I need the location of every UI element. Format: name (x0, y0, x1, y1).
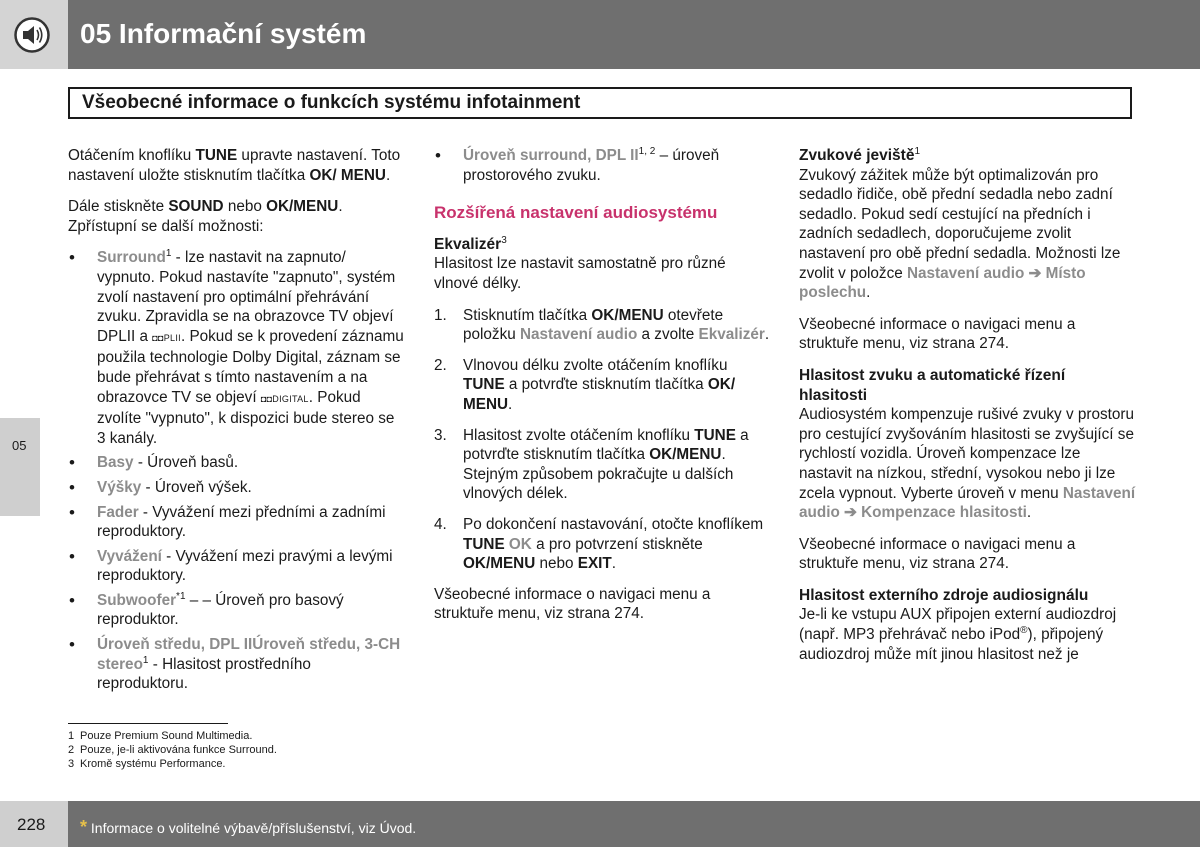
list-item-basy: • Basy - Úroveň basů. (68, 453, 404, 473)
side-tab-label: 05 (12, 438, 27, 453)
subheading-ekvalizer: Ekvalizér$^3$ (434, 234, 507, 253)
column-1 (68, 146, 404, 699)
heading-externi-zdroj: Hlasitost externího zdroje audiosignálu (799, 586, 1089, 604)
list-item-surround: • Surround$^1$ - lze nastavit na zapnuto/ vypnuto. Pokud nastavíte "zapnuto", systém zvolí nastavení pro optimální přehrávání zvuku. Zpravidla se na obrazovce TV objeví DPLII a ◘◘PLII. Pokud se k provedení záznamu použila technologie Dolby Digital, záznam se bude přehrávat s tímto nastavením a na obrazovce TV se objeví ◘◘DIGITAL. Pokud zvolíte "vypnuto", k dispozici bude stereo se 3 kanály. (68, 248, 404, 448)
section-title-box (68, 87, 1132, 119)
paragraph-navigace-menu-2: Všeobecné informace o navigaci menu a struktuře menu, viz strana 274. (799, 315, 1076, 353)
footnote-separator (68, 723, 228, 724)
step-2: 2. Vlnovou délku zvolte otáčením knoflíku TUNE a potvrďte stisknutím tlačítka OK/ MENU. (434, 356, 736, 413)
heading-rozsirena-nastaveni: Rozšířená nastavení audiosystému (434, 203, 718, 223)
list-item-vyvazeni: • Vyvážení - Vyvážení mezi pravými a levými reproduktory. (68, 547, 404, 586)
chapter-side-tab (0, 418, 40, 516)
column-2 (434, 146, 770, 636)
step-3: 3. Hlasitost zvolte otáčením knoflíku TUNE a potvrďte stisknutím tlačítka OK/MENU. Stejným způsobem pokračujte u dalších vlnových délek. (434, 426, 749, 503)
column-3 (799, 146, 1137, 676)
footnote-2: 2 Pouze, je-li aktivována funkce Surround. (68, 744, 277, 756)
page-number: 228 (17, 815, 46, 834)
paragraph-zvukove-jeviste: Zvukový zážitek může být optimalizován pro sedadlo řidiče, obě přední sedadla nebo zadní sedadlo. Pokud sedí cestující na předních i zadních sedadlech, doporučujeme zvolit nastavení pro obě přední sedadla. Možnosti lze zvolit v položce Nastavení audio ➔ Místo poslechu. (799, 166, 1121, 302)
paragraph-navigace-menu: Všeobecné informace o navigaci menu a struktuře menu, viz strana 274. (434, 585, 711, 623)
footnote-1: 1 Pouze Premium Sound Multimedia. (68, 730, 253, 742)
paragraph-aux: Je-li ke vstupu AUX připojen externí audiozdroj (např. MP3 přehrávač nebo iPod®), připojený audiozdroj může mít jinou hlasitost než je (799, 606, 1117, 663)
sound-options-list (68, 248, 404, 693)
heading-zvukove-jeviste: Zvukové jeviště$^1$ (799, 145, 921, 164)
step-1: 1. Stisknutím tlačítka OK/MENU otevřete položku Nastavení audio a zvolte Ekvalizér. (434, 306, 770, 344)
dolby-digital-logo: ◘◘DIGITAL (260, 393, 309, 404)
heading-hlasitost-zvuku: Hlasitost zvuku a automatické řízení hlasitosti (799, 366, 1066, 404)
list-item-vysky: • Výšky - Úroveň výšek. (68, 478, 404, 498)
step-4: 4. Po dokončení nastavování, otočte knoflíkem TUNE OK a pro potvrzení stiskněte OK/MENU nebo EXIT. (434, 515, 764, 573)
paragraph-sound: Dále stiskněte SOUND nebo OK/MENU. Zpřístupní se další možnosti: (68, 198, 343, 235)
list-item-uroven-surround: • Úroveň surround, DPL II$^{1, 2}$ – úroveň prostorového zvuku. (434, 146, 770, 185)
speaker-icon (14, 17, 50, 53)
chapter-title: 05 Informační systém (80, 18, 367, 49)
list-item-uroven-stredu: • Úroveň středu, DPL IIÚroveň středu, 3-CH stereo$^1$ - Hlasitost prostředního reproduktoru. (68, 635, 404, 694)
dolby-pl2-logo: ◘◘PLII (152, 332, 181, 343)
header-icon-panel (0, 0, 68, 69)
footer-note: * Informace o volitelné výbavě/příslušenství, viz Úvod. (80, 817, 417, 837)
list-item-fader: • Fader - Vyvážení mezi předními a zadními reproduktory. (68, 503, 404, 542)
section-title: Všeobecné informace o funkcích systému infotainment (82, 92, 581, 113)
paragraph-ekvalizer: Hlasitost lze nastavit samostatně pro různé vlnové délky. (434, 255, 726, 292)
paragraph-tune: Otáčením knoflíku TUNE upravte nastavení. Toto nastavení uložte stisknutím tlačítka OK/ MENU. (68, 147, 401, 184)
paragraph-navigace-menu-3: Všeobecné informace o navigaci menu a struktuře menu, viz strana 274. (799, 535, 1076, 573)
surround-level-list (434, 146, 770, 185)
footnote-3: 3 Kromě systému Performance. (68, 758, 226, 770)
paragraph-kompenzace: Audiosystém kompenzuje rušivé zvuky v prostoru pro cestující zvyšováním hlasitosti se zvyšující se rychlostí vozidla. Úroveň kompenzace lze nastavit na nízkou, střední, vysokou nebo ji lze zcela vypnout. Vyberte úroveň v menu Nastavení audio ➔ Kompenzace hlasitosti. (799, 406, 1136, 522)
star-marker: * (80, 817, 88, 837)
list-item-subwoofer: • Subwoofer$^{*1}$ – – Úroveň pro basový reproduktor. (68, 591, 404, 630)
ekvalizer-steps (434, 306, 770, 574)
